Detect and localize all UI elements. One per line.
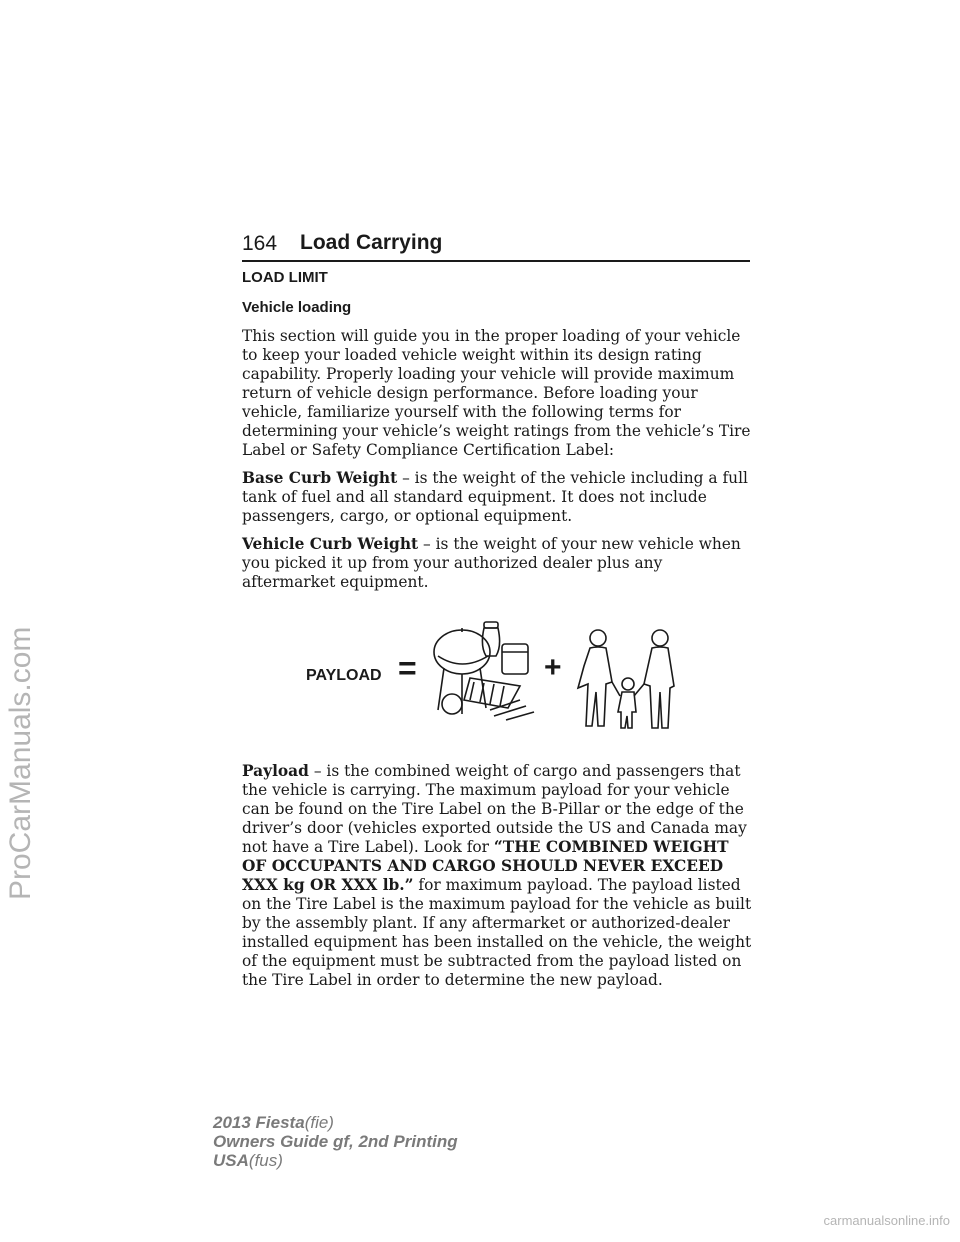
footer-market-code: (fus) <box>248 1151 283 1170</box>
section-title: Load Carrying <box>300 231 443 254</box>
watermark <box>4 626 64 940</box>
footer-model: 2013 Fiesta <box>213 1113 305 1132</box>
payload-quote: “THE COMBINED WEIGHT OF OCCUPANTS AND CARGO SHOULD NEVER EXCEED XXX kg OR XXX lb.” <box>242 838 729 894</box>
payload-text-1: – is the combined weight of cargo and passengers that the vehicle is carrying. The maximum payload for your vehicle can be found on the Tire Label on the B-Pillar or the edge of the driver’s door (vehicles exported outside the US and Canada may not have a Tire Label). Look for <box>242 762 747 856</box>
page-header <box>242 230 750 262</box>
passengers-icon <box>570 626 680 736</box>
term-vehicle-curb-weight: Vehicle Curb Weight <box>242 535 419 553</box>
payload-text-2: for maximum payload. The payload listed on the Tire Label is the maximum payload for the vehicle as built by the assembly plant. If any aftermarket or authorized-dealer installed equipment has been installed on the vehicle, the weight of the equipment must be subtracted from the payload listed on the Tire Label in order to determine the new payload. <box>242 876 752 989</box>
watermark-text: ProCarManuals.com <box>4 626 37 900</box>
vehicle-curb-weight-paragraph <box>242 535 752 592</box>
heading-load-limit: LOAD LIMIT <box>242 269 328 286</box>
cargo-icon <box>430 620 538 724</box>
footer <box>213 1113 458 1170</box>
equals-sign: = <box>398 650 417 686</box>
payload-label: PAYLOAD <box>306 667 382 684</box>
footer-line-3 <box>213 1151 458 1170</box>
term-base-curb-weight: Base Curb Weight <box>242 469 398 487</box>
plus-sign: + <box>544 651 562 684</box>
definition-vehicle-curb-weight: – is the weight of your new vehicle when you picked it up from your authorized dealer plus any aftermarket equipment. <box>242 535 741 591</box>
definition-base-curb-weight: – is the weight of the vehicle including a full tank of fuel and all standard equipment. It does not include passengers, cargo, or optional equipment. <box>242 469 748 525</box>
footer-market: USA <box>213 1151 249 1170</box>
subheading-vehicle-loading: Vehicle loading <box>242 299 352 316</box>
site-credit: carmanualsonline.info <box>823 1213 950 1228</box>
page-content <box>242 268 752 999</box>
footer-line-2: Owners Guide gf, 2nd Printing <box>213 1132 458 1151</box>
base-curb-weight-paragraph <box>242 469 752 526</box>
payload-illustration <box>242 620 752 738</box>
intro-paragraph: This section will guide you in the proper loading of your vehicle to keep your loaded vehicle weight within its design rating capability. Properly loading your vehicle will provide maximum return of vehicle design performance. Before loading your vehicle, familiarize yourself with the following terms for determining your vehicle’s weight ratings from the vehicle’s Tire Label or Safety Compliance Certification Label: <box>242 327 751 459</box>
footer-line-1 <box>213 1113 458 1132</box>
page-number: 164 <box>242 232 278 255</box>
term-payload: Payload <box>242 762 309 780</box>
payload-paragraph <box>242 762 752 990</box>
footer-model-code: (fie) <box>304 1113 334 1132</box>
